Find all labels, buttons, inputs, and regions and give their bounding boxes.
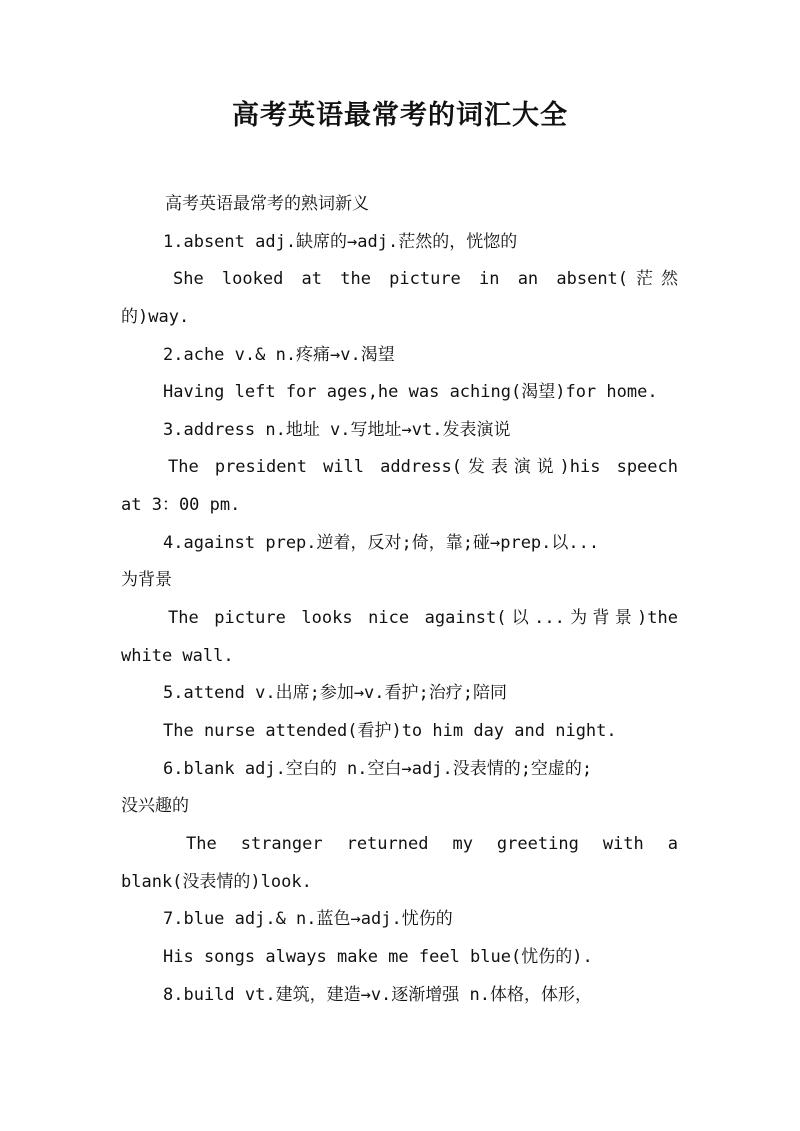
entry-headword: 1.absent adj.缺席的→adj.茫然的，恍惚的 (163, 232, 518, 252)
example-sentence: The stranger returned my greeting with a (186, 834, 678, 854)
entry-headword: 6.blank adj.空白的 n.空白→adj.没表情的;空虚的; (163, 759, 593, 779)
entry-headword: 7.blue adj.& n.蓝色→adj.忧伤的 (163, 909, 453, 929)
example-sentence: Having left for ages,he was aching(渴望)for home. (163, 382, 658, 402)
example-sentence: The nurse attended(看护)to him day and night. (163, 721, 617, 741)
entry-headword: 2.ache v.& n.疼痛→v.渴望 (163, 345, 395, 365)
entry-headword-continued: 为背景 (121, 570, 172, 590)
example-sentence-continued: blank(没表情的)look. (121, 872, 312, 892)
entry-headword: 3.address n.地址 v.写地址→vt.发表演说 (163, 420, 511, 440)
entry-headword: 5.attend v.出席;参加→v.看护;治疗;陪同 (163, 683, 507, 703)
example-sentence: She looked at the picture in an absent(茫然 (173, 269, 678, 289)
entry-headword: 8.build vt.建筑，建造→v.逐渐增强 n.体格，体形， (163, 985, 592, 1005)
example-sentence-continued: at 3：00 pm. (121, 495, 241, 515)
section-heading: 高考英语最常考的熟词新义 (165, 194, 369, 214)
example-sentence: The president will address(发表演说)his speech (168, 457, 678, 477)
entry-headword-continued: 没兴趣的 (121, 796, 189, 816)
example-sentence: His songs always make me feel blue(忧伤的). (163, 947, 593, 967)
example-sentence-continued: 的)way. (121, 307, 190, 327)
example-sentence: The picture looks nice against(以...为背景)the (168, 608, 678, 628)
document-title: 高考英语最常考的词汇大全 (232, 100, 568, 131)
entry-headword: 4.against prep.逆着，反对;倚，靠;碰→prep.以... (163, 533, 600, 553)
example-sentence-continued: white wall. (121, 646, 234, 666)
